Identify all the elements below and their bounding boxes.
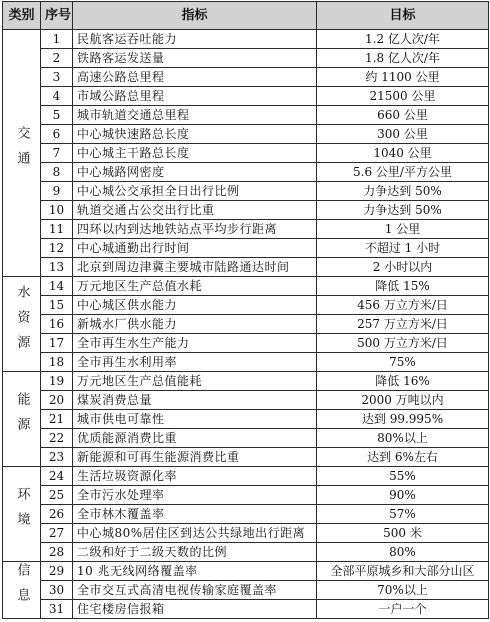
table-row bbox=[3, 505, 489, 524]
row-target: 力争达到 50% bbox=[317, 182, 489, 201]
row-indicator: 中心城快速路总长度 bbox=[73, 125, 317, 144]
row-target: 80% bbox=[317, 543, 489, 562]
table-row bbox=[3, 353, 489, 372]
table-row bbox=[3, 220, 489, 239]
row-index: 26 bbox=[41, 505, 73, 524]
table-row bbox=[3, 410, 489, 429]
table-row bbox=[3, 391, 489, 410]
table-row bbox=[3, 182, 489, 201]
category-label: 能源 bbox=[14, 392, 30, 442]
row-index: 29 bbox=[41, 562, 73, 581]
row-indicator: 中心城主干路总长度 bbox=[73, 144, 317, 163]
row-indicator: 铁路客运发送量 bbox=[73, 49, 317, 68]
table-row bbox=[3, 239, 489, 258]
table-row bbox=[3, 258, 489, 277]
row-target: 660 公里 bbox=[317, 106, 489, 125]
row-target: 一户一个 bbox=[317, 600, 489, 619]
table-row bbox=[3, 201, 489, 220]
row-index: 14 bbox=[41, 277, 73, 296]
row-indicator: 四环以内到达地铁站点平均步行距离 bbox=[73, 220, 317, 239]
category-cell bbox=[3, 30, 41, 277]
category-label: 交通 bbox=[14, 126, 30, 176]
row-target: 21500 公里 bbox=[317, 87, 489, 106]
table-row bbox=[3, 30, 489, 49]
table-row bbox=[3, 562, 489, 581]
row-index: 22 bbox=[41, 429, 73, 448]
row-indicator: 城市供电可靠性 bbox=[73, 410, 317, 429]
row-target: 2 小时以内 bbox=[317, 258, 489, 277]
row-indicator: 全市林木覆盖率 bbox=[73, 505, 317, 524]
row-index: 27 bbox=[41, 524, 73, 543]
table-row bbox=[3, 543, 489, 562]
row-indicator: 中心城路网密度 bbox=[73, 163, 317, 182]
row-index: 6 bbox=[41, 125, 73, 144]
row-target: 55% bbox=[317, 467, 489, 486]
header-category: 类别 bbox=[3, 2, 41, 30]
row-index: 24 bbox=[41, 467, 73, 486]
row-indicator: 中心城公交承担全日出行比例 bbox=[73, 182, 317, 201]
row-index: 5 bbox=[41, 106, 73, 125]
row-index: 1 bbox=[41, 30, 73, 49]
row-index: 9 bbox=[41, 182, 73, 201]
row-indicator: 全市再生水利用率 bbox=[73, 353, 317, 372]
row-index: 12 bbox=[41, 239, 73, 258]
row-indicator: 优质能源消费比重 bbox=[73, 429, 317, 448]
category-cell bbox=[3, 372, 41, 467]
table-row bbox=[3, 448, 489, 467]
row-index: 15 bbox=[41, 296, 73, 315]
row-index: 3 bbox=[41, 68, 73, 87]
category-cell bbox=[3, 562, 41, 619]
row-target: 不超过 1 小时 bbox=[317, 239, 489, 258]
table-row bbox=[3, 106, 489, 125]
header-target: 目标 bbox=[317, 2, 489, 30]
category-label: 水资源 bbox=[14, 284, 30, 360]
row-indicator: 煤炭消费总量 bbox=[73, 391, 317, 410]
row-indicator: 新能源和可再生能源消费比重 bbox=[73, 448, 317, 467]
row-target: 300 公里 bbox=[317, 125, 489, 144]
row-target: 1 公里 bbox=[317, 220, 489, 239]
header-index: 序号 bbox=[41, 2, 73, 30]
row-target: 达到 6%左右 bbox=[317, 448, 489, 467]
row-target: 全部平原城乡和大部分山区 bbox=[317, 562, 489, 581]
row-index: 25 bbox=[41, 486, 73, 505]
row-indicator: 万元地区生产总值水耗 bbox=[73, 277, 317, 296]
table-row bbox=[3, 125, 489, 144]
table-row bbox=[3, 87, 489, 106]
row-index: 11 bbox=[41, 220, 73, 239]
row-index: 2 bbox=[41, 49, 73, 68]
row-target: 1.8 亿人次/年 bbox=[317, 49, 489, 68]
row-indicator: 民航客运吞吐能力 bbox=[73, 30, 317, 49]
row-indicator: 轨道交通占公交出行比重 bbox=[73, 201, 317, 220]
row-index: 19 bbox=[41, 372, 73, 391]
table-row bbox=[3, 581, 489, 600]
row-target: 500 万立方米/日 bbox=[317, 334, 489, 353]
row-target: 5.6 公里/平方公里 bbox=[317, 163, 489, 182]
row-index: 4 bbox=[41, 87, 73, 106]
header-indicator: 指标 bbox=[73, 2, 317, 30]
row-indicator: 全市再生水生产能力 bbox=[73, 334, 317, 353]
row-target: 57% bbox=[317, 505, 489, 524]
row-indicator: 中心城通勤出行时间 bbox=[73, 239, 317, 258]
row-target: 456 万立方米/日 bbox=[317, 296, 489, 315]
table-body bbox=[3, 30, 489, 619]
row-indicator: 城市轨道交通总里程 bbox=[73, 106, 317, 125]
row-indicator: 北京到周边津冀主要城市陆路通达时间 bbox=[73, 258, 317, 277]
row-index: 17 bbox=[41, 334, 73, 353]
table-row bbox=[3, 372, 489, 391]
row-target: 80%以上 bbox=[317, 429, 489, 448]
table-row bbox=[3, 467, 489, 486]
row-indicator: 高速公路总里程 bbox=[73, 68, 317, 87]
table-row bbox=[3, 429, 489, 448]
row-index: 23 bbox=[41, 448, 73, 467]
row-index: 13 bbox=[41, 258, 73, 277]
table-row bbox=[3, 163, 489, 182]
table-row bbox=[3, 334, 489, 353]
row-target: 力争达到 50% bbox=[317, 201, 489, 220]
table-row bbox=[3, 600, 489, 619]
row-target: 500 米 bbox=[317, 524, 489, 543]
row-index: 28 bbox=[41, 543, 73, 562]
row-target: 70%以上 bbox=[317, 581, 489, 600]
row-target: 90% bbox=[317, 486, 489, 505]
row-indicator: 新城水厂供水能力 bbox=[73, 315, 317, 334]
category-cell bbox=[3, 277, 41, 372]
row-index: 10 bbox=[41, 201, 73, 220]
row-target: 2000 万吨以内 bbox=[317, 391, 489, 410]
row-target: 257 万立方米/日 bbox=[317, 315, 489, 334]
row-index: 8 bbox=[41, 163, 73, 182]
row-indicator: 市域公路总里程 bbox=[73, 87, 317, 106]
row-index: 31 bbox=[41, 600, 73, 619]
row-index: 7 bbox=[41, 144, 73, 163]
header-row bbox=[3, 2, 489, 30]
row-index: 18 bbox=[41, 353, 73, 372]
row-indicator: 中心城区供水能力 bbox=[73, 296, 317, 315]
row-indicator: 二级和好于二级天数的比例 bbox=[73, 543, 317, 562]
row-target: 1040 公里 bbox=[317, 144, 489, 163]
row-indicator: 中心城80%居住区到达公共绿地出行距离 bbox=[73, 524, 317, 543]
row-target: 约 1100 公里 bbox=[317, 68, 489, 87]
row-indicator: 住宅楼房信报箱 bbox=[73, 600, 317, 619]
table-row bbox=[3, 68, 489, 87]
row-index: 21 bbox=[41, 410, 73, 429]
category-label: 信息 bbox=[14, 563, 30, 613]
row-target: 降低 16% bbox=[317, 372, 489, 391]
row-indicator: 万元地区生产总值能耗 bbox=[73, 372, 317, 391]
category-label: 环境 bbox=[14, 487, 30, 537]
table-row bbox=[3, 524, 489, 543]
row-indicator: 10 兆无线网络覆盖率 bbox=[73, 562, 317, 581]
row-index: 16 bbox=[41, 315, 73, 334]
row-indicator: 全市污水处理率 bbox=[73, 486, 317, 505]
row-target: 降低 15% bbox=[317, 277, 489, 296]
table-row bbox=[3, 315, 489, 334]
row-index: 30 bbox=[41, 581, 73, 600]
row-target: 达到 99.995% bbox=[317, 410, 489, 429]
row-target: 75% bbox=[317, 353, 489, 372]
category-cell bbox=[3, 467, 41, 562]
indicator-table bbox=[2, 1, 489, 619]
table-row bbox=[3, 277, 489, 296]
table-row bbox=[3, 486, 489, 505]
row-index: 20 bbox=[41, 391, 73, 410]
table-row bbox=[3, 144, 489, 163]
row-target: 1.2 亿人次/年 bbox=[317, 30, 489, 49]
row-indicator: 全市交互式高清电视传输家庭覆盖率 bbox=[73, 581, 317, 600]
table-row bbox=[3, 296, 489, 315]
table-row bbox=[3, 49, 489, 68]
row-indicator: 生活垃圾资源化率 bbox=[73, 467, 317, 486]
